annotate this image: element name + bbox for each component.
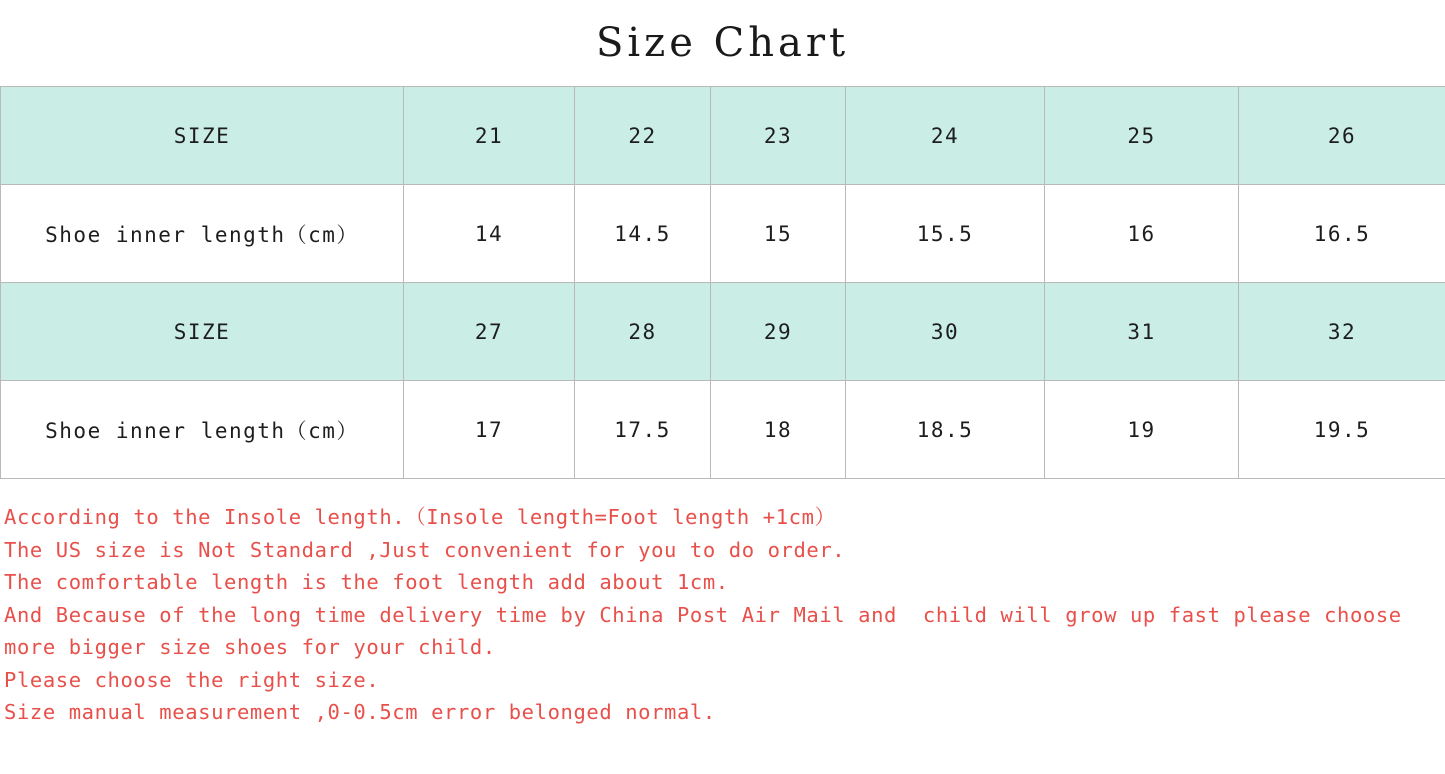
table-cell: 15 (711, 185, 846, 283)
table-cell: 16 (1045, 185, 1239, 283)
table-row-header-2 (1, 283, 1445, 381)
table-cell: 17 (404, 381, 575, 479)
table-cell: SIZE (1, 283, 404, 381)
table-cell: 32 (1239, 283, 1445, 381)
table-cell: 26 (1239, 87, 1445, 185)
table-cell: 18.5 (846, 381, 1045, 479)
table-cell: 30 (846, 283, 1045, 381)
table-cell: 18 (711, 381, 846, 479)
table-row-data-1 (1, 185, 1445, 283)
page-title: Size Chart (595, 20, 850, 66)
table-cell: 19 (1045, 381, 1239, 479)
table-cell: Shoe inner length（cm） (1, 185, 404, 283)
size-chart-table (0, 86, 1445, 479)
table-cell: 29 (711, 283, 846, 381)
table-cell: 16.5 (1239, 185, 1445, 283)
table-cell: 31 (1045, 283, 1239, 381)
table-cell: 23 (711, 87, 846, 185)
note-line: The US size is Not Standard ,Just convenient for you to do order. (4, 537, 846, 562)
table-cell: 24 (846, 87, 1045, 185)
table-cell: 27 (404, 283, 575, 381)
table-cell: 21 (404, 87, 575, 185)
table-row-data-2 (1, 381, 1445, 479)
note-line: The comfortable length is the foot length add about 1cm. (4, 570, 729, 594)
table-cell: 19.5 (1239, 381, 1445, 479)
note-line: And Because of the long time delivery time by China Post Air Mail and child will grow up fast please choose more bigger size shoes for your child. (4, 602, 1415, 659)
note-line: Size manual measurement ,0-0.5cm error belonged normal. (4, 700, 716, 724)
notes-section (0, 479, 1445, 774)
table-cell: SIZE (1, 87, 404, 185)
table-cell: 14 (404, 185, 575, 283)
table-cell: Shoe inner length（cm） (1, 381, 404, 479)
table-cell: 22 (575, 87, 711, 185)
table-cell: 28 (575, 283, 711, 381)
table-row-header-1 (1, 87, 1445, 185)
table-cell: 25 (1045, 87, 1239, 185)
title-area (0, 0, 1445, 86)
table-cell: 14.5 (575, 185, 711, 283)
table-cell: 17.5 (575, 381, 711, 479)
note-line: According to the Insole length.（Insole length=Foot length +1cm） (4, 505, 836, 529)
note-line: Please choose the right size. (4, 667, 380, 692)
table-cell: 15.5 (846, 185, 1045, 283)
